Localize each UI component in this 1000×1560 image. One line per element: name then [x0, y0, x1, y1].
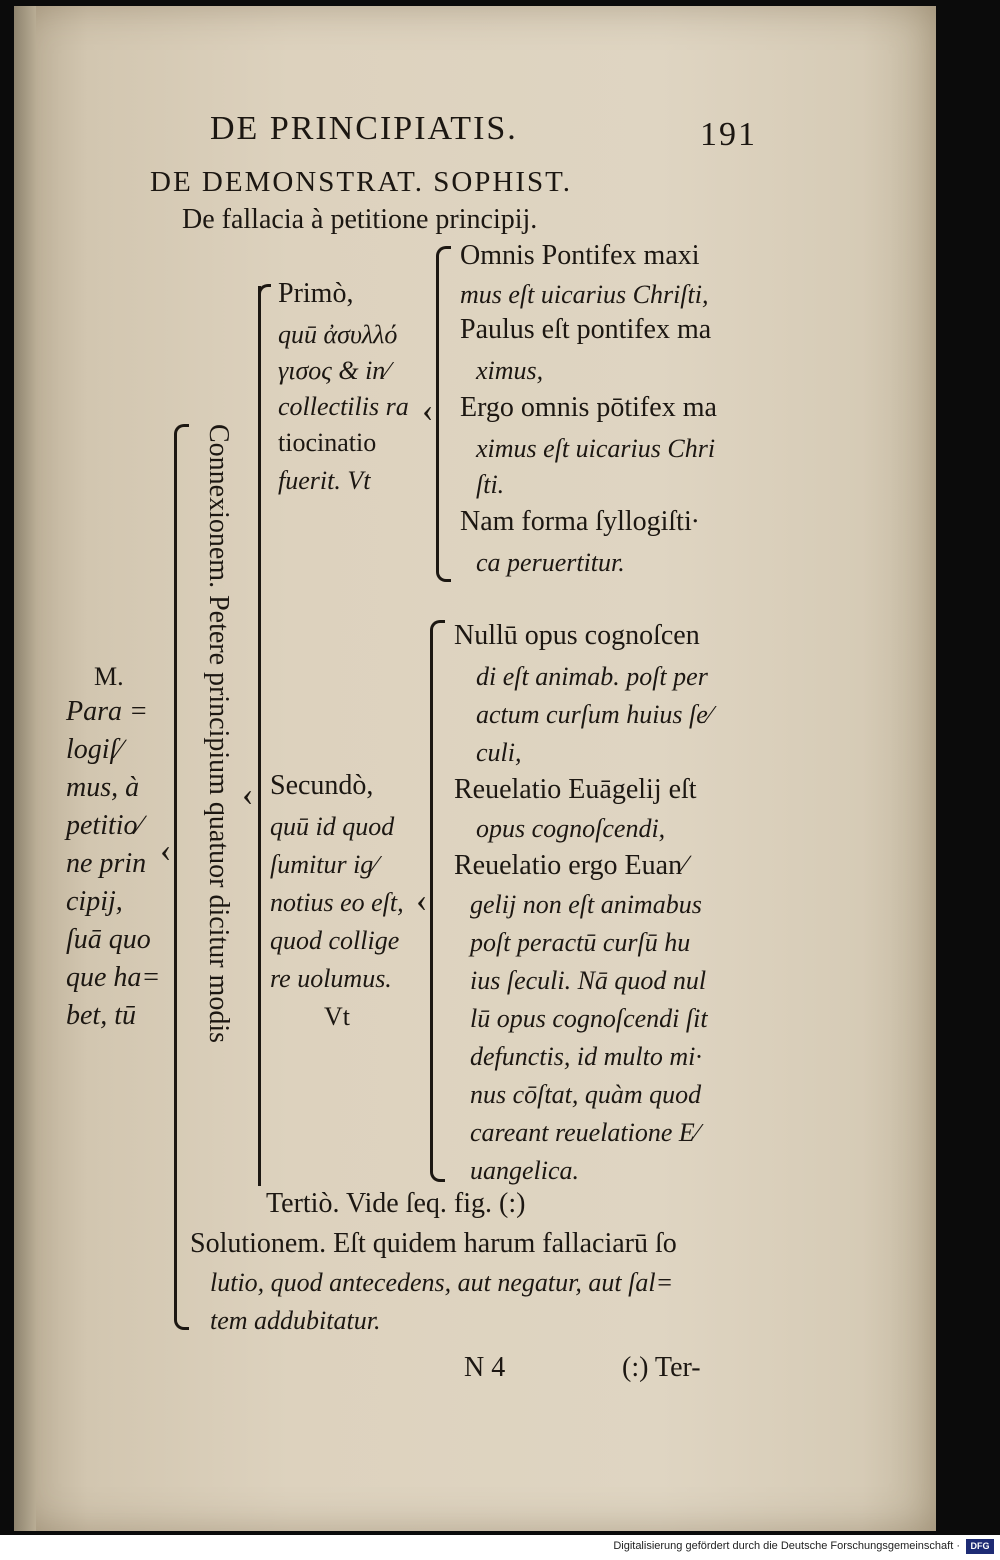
secundo-line: Secundò, [270, 770, 374, 801]
footer-credit: Digitalisierung gefördert durch die Deutsche Forschungsgemeinschaft · [613, 1540, 960, 1552]
outer-brace [174, 424, 189, 1330]
secundo-brace [430, 620, 445, 1182]
secundo-example-line: Nullū opus cognoſcen [454, 620, 700, 651]
secundo-example-line: opus cognoſcendi, [476, 814, 666, 843]
left-line: cipij, [66, 886, 123, 917]
primo-example-line: ximus, [476, 356, 544, 385]
primo-line: quū ἀσυλλό [278, 320, 398, 349]
secundo-line: Vt [324, 1002, 350, 1031]
secundo-example-line: careant reuelatione E∕ [470, 1118, 700, 1147]
modes-brace-line [258, 286, 261, 1186]
primo-example-line: Nam forma ſyllogiſti∙ [460, 506, 699, 537]
primo-line: Primò, [278, 278, 354, 309]
left-line: Para = [66, 696, 148, 727]
subtitle: De fallacia à petitione principij. [182, 204, 538, 235]
secundo-example-line: uangelica. [470, 1156, 580, 1185]
signature-mark: N 4 [464, 1352, 506, 1383]
dfg-logo: DFG [966, 1539, 994, 1554]
book-page [14, 6, 936, 1531]
tertio-line: Tertiò. Vide ſeq. fig. (:) [266, 1188, 526, 1219]
primo-line: fuerit. Vt [278, 466, 371, 495]
primo-line: γισος & in∕ [278, 356, 390, 385]
secundo-example-line: ius ſeculi. Nā quod nul [470, 966, 707, 995]
left-line: ne prin [66, 848, 147, 879]
vertical-label: Connexionem. Petere principium quatuor dicitur modis [203, 424, 234, 1043]
left-line: petitio∕ [66, 810, 143, 841]
primo-example-line: Omnis Pontifex maxi [460, 240, 700, 271]
primo-brace [436, 246, 451, 582]
left-line: M. [94, 662, 124, 691]
primo-example-line: Ergo omnis pōtifex ma [460, 392, 717, 423]
left-line: mus, à [66, 772, 140, 803]
left-line: logiſ∕ [66, 734, 123, 765]
brace-point-left: ‹ [160, 832, 172, 869]
page-number: 191 [700, 116, 757, 153]
secundo-example-line: gelij non eſt animabus [470, 890, 702, 919]
left-line: que ha= [66, 962, 161, 993]
secundo-line: ſumitur ig∕ [270, 850, 378, 879]
primo-example-line: Paulus eſt pontifex ma [460, 314, 712, 345]
secundo-brace-point: ‹ [416, 882, 428, 919]
catchword: (:) Ter- [622, 1352, 701, 1383]
solutio-line: tem addubitatur. [210, 1306, 381, 1335]
primo-example-line: ſti. [476, 470, 505, 499]
brace-point-main: ‹ [242, 776, 254, 813]
running-title: DE PRINCIPIATIS. [210, 110, 518, 147]
secundo-example-line: lū opus cognoſcendi ſit [470, 1004, 708, 1033]
secundo-example-line: di eſt animab. poſt per [476, 662, 708, 691]
secundo-line: re uolumus. [270, 964, 392, 993]
secundo-example-line: Reuelatio Euāgelij eſt [454, 774, 697, 805]
secundo-example-line: culi, [476, 738, 522, 767]
primo-line: collectilis ra [278, 392, 409, 421]
secundo-example-line: Reuelatio ergo Euan∕ [454, 850, 687, 881]
secundo-line: notius eo eſt, [270, 888, 404, 917]
primo-example-line: ximus eſt uicarius Chri [476, 434, 716, 463]
secundo-line: quū id quod [270, 812, 395, 841]
secundo-example-line: defunctis, id multo mi∙ [470, 1042, 702, 1071]
secundo-example-line: nus cōſtat, quàm quod [470, 1080, 702, 1109]
primo-brace-point: ‹ [422, 392, 434, 429]
footer-bar [0, 1535, 1000, 1560]
secundo-example-line: actum curſum huius ſe∕ [476, 700, 713, 729]
left-line: bet, tū [66, 1000, 136, 1031]
solutio-line: lutio, quod antecedens, aut negatur, aut ſal= [210, 1268, 674, 1297]
modes-brace-top [258, 284, 271, 297]
secundo-line: quod collige [270, 926, 400, 955]
section-title: DE DEMONSTRAT. SOPHIST. [150, 166, 572, 198]
primo-line: tiocinatio [278, 428, 377, 457]
secundo-example-line: poſt peractū curſū hu [470, 928, 691, 957]
page-gutter [14, 6, 36, 1531]
primo-example-line: ca peruertitur. [476, 548, 625, 577]
left-line: ſuā quo [66, 924, 151, 955]
primo-example-line: mus eſt uicarius Chriſti, [460, 280, 709, 309]
solutio-line: Solutionem. Eſt quidem harum fallaciarū ſo [190, 1228, 677, 1259]
